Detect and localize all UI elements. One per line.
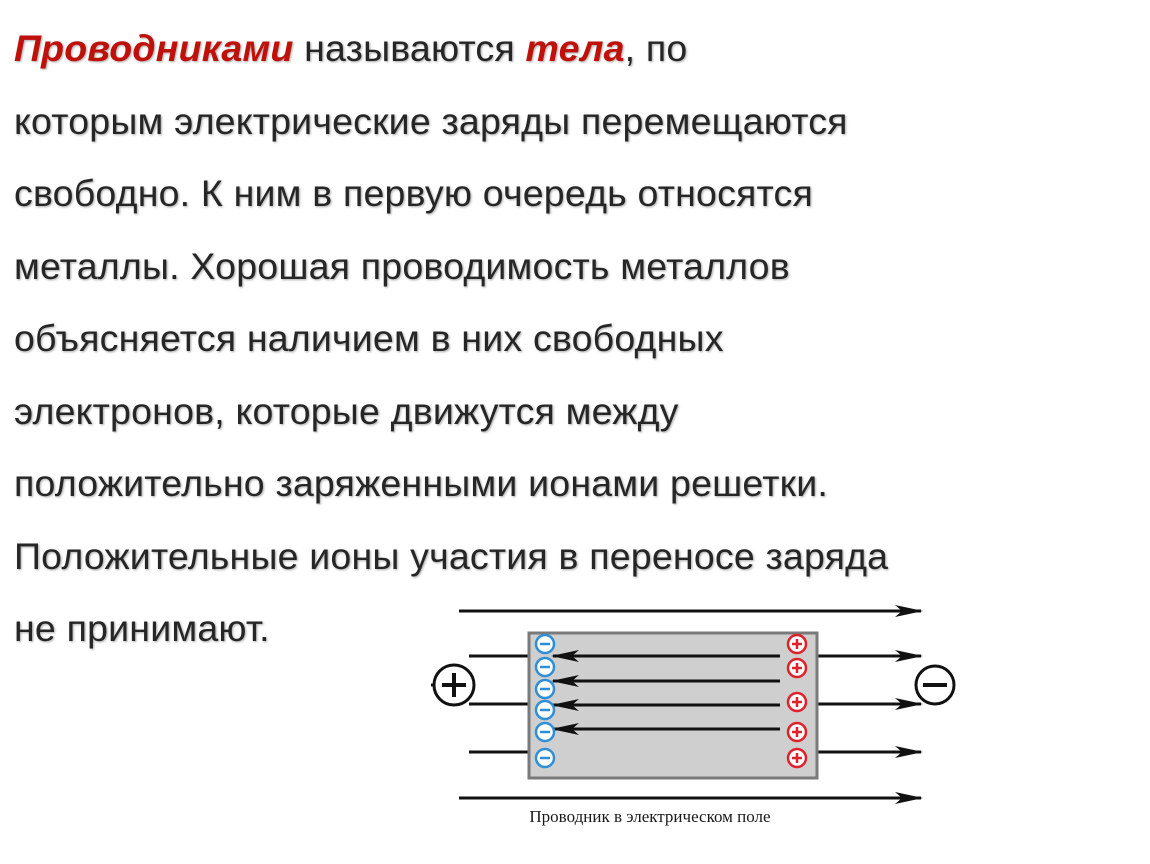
text-line-2: которым электрические заряды перемещаются xyxy=(14,99,848,142)
negative-charge-icon xyxy=(536,749,554,767)
positive-charge-icon xyxy=(788,659,806,677)
figure-caption: Проводник в электрическом поле xyxy=(529,807,771,826)
text-line-4: металлы. Хорошая проводимость металлов xyxy=(14,244,790,287)
negative-charge-icon xyxy=(536,701,554,719)
text-line-6: электронов, которые движутся между xyxy=(14,389,679,432)
conductor-in-field-diagram xyxy=(425,592,965,864)
term-bodies: тела xyxy=(525,27,625,69)
text-line-3: свободно. К ним в первую очередь относятся xyxy=(14,172,813,214)
text-segment: называются xyxy=(293,27,526,69)
text-line-1 xyxy=(14,12,1134,85)
positive-charge-icon xyxy=(788,693,806,711)
negative-charge-icon xyxy=(536,635,554,653)
text-line-5: объясняется наличием в них свободных xyxy=(14,317,724,359)
positive-electrode-icon xyxy=(434,665,474,705)
term-conductors: Проводниками xyxy=(14,27,294,69)
positive-charge-icon xyxy=(788,635,806,653)
negative-charge-icon xyxy=(536,658,554,676)
positive-charge-icon xyxy=(788,723,806,741)
text-line-7: положительно заряженными ионами решетки. xyxy=(14,462,828,504)
negative-charge-icon xyxy=(536,680,554,698)
text-line-8: Положительные ионы участия в переносе заряда xyxy=(14,534,889,577)
negative-electrode-icon xyxy=(916,666,954,704)
text-segment: , по xyxy=(624,27,688,69)
negative-charge-icon xyxy=(536,723,554,741)
definition-paragraph xyxy=(14,12,1134,665)
positive-charge-icon xyxy=(788,749,806,767)
field-diagram-svg xyxy=(425,592,965,807)
text-line-9: не принимают. xyxy=(14,607,270,649)
